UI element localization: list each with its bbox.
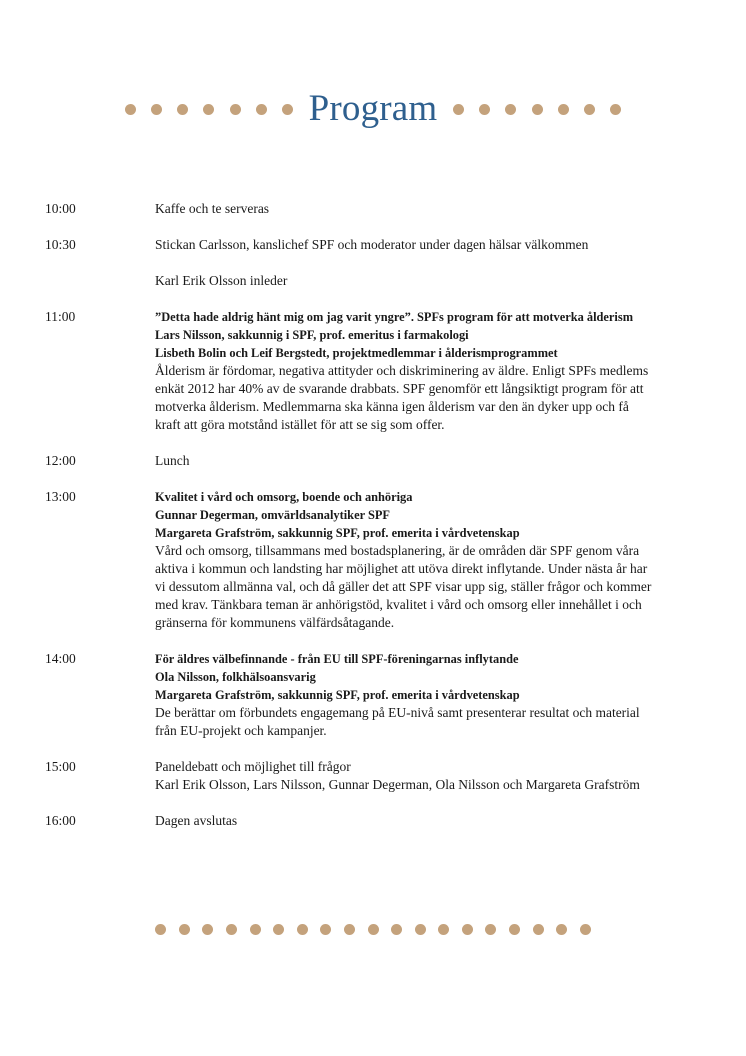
entry-heading-line: Lisbeth Bolin och Leif Bergstedt, projektmedlemmar i ålderismprogrammet	[155, 346, 558, 360]
schedule-entry	[45, 488, 710, 632]
entry-time: 16:00	[45, 813, 76, 828]
entry-content	[155, 758, 710, 794]
left-dot-ornament	[117, 104, 300, 115]
entry-content	[155, 200, 710, 218]
dot-ornament	[179, 924, 190, 935]
dot-ornament	[282, 104, 293, 115]
entry-text-line: Lunch	[155, 453, 190, 468]
entry-text-line: kraft att göra motstånd istället för att se sig som offer.	[155, 417, 445, 432]
dot-ornament	[125, 104, 136, 115]
dot-ornament	[320, 924, 331, 935]
entry-heading-line: Ola Nilsson, folkhälsoansvarig	[155, 670, 316, 684]
dot-ornament	[462, 924, 473, 935]
schedule-entry	[45, 236, 710, 254]
entry-text-line: Dagen avslutas	[155, 813, 238, 828]
entry-content	[155, 812, 710, 830]
dot-ornament	[415, 924, 426, 935]
entry-content	[155, 452, 710, 470]
entry-time: 15:00	[45, 759, 76, 774]
entry-time: 11:00	[45, 309, 76, 324]
entry-content	[155, 650, 710, 740]
entry-text-line: enkät 2012 har 40% av de svarande drabbats. SPF genomför ett långsiktigt program för att	[155, 381, 644, 396]
schedule-entry	[45, 272, 710, 290]
entry-text-line: från EU-projekt och kampanjer.	[155, 723, 327, 738]
entry-text-line: aktiva i kommun och landsting har möjlighet att utöva direkt inflytande. Under nästa år har	[155, 561, 648, 576]
dot-ornament	[509, 924, 520, 935]
dot-ornament	[202, 924, 213, 935]
dot-ornament	[250, 924, 261, 935]
right-dot-ornament	[445, 104, 628, 115]
schedule-list	[45, 200, 710, 848]
dot-ornament	[368, 924, 379, 935]
title-row	[0, 84, 746, 134]
entry-text-line: Karl Erik Olsson inleder	[155, 273, 288, 288]
entry-text-line: Vård och omsorg, tillsammans med bostadsplanering, är de områden där SPF genom våra	[155, 543, 640, 558]
dot-ornament	[558, 104, 569, 115]
dot-ornament	[580, 924, 591, 935]
entry-content	[155, 236, 710, 254]
entry-text-line: med krav. Tänkbara teman är anhörigstöd, kvalitet i vård och omsorg eller innehållet i och	[155, 597, 642, 612]
schedule-entry	[45, 452, 710, 470]
entry-content	[155, 488, 710, 632]
entry-time: 14:00	[45, 651, 76, 666]
dot-ornament	[297, 924, 308, 935]
entry-heading-line: Margareta Grafström, sakkunnig SPF, prof. emerita i vårdvetenskap	[155, 688, 520, 702]
entry-heading-line: Margareta Grafström, sakkunnig SPF, prof. emerita i vårdvetenskap	[155, 526, 520, 540]
schedule-entry	[45, 200, 710, 218]
dot-ornament	[505, 104, 516, 115]
dot-ornament	[438, 924, 449, 935]
entry-heading-line: För äldres välbefinnande - från EU till SPF-föreningarnas inflytande	[155, 652, 519, 666]
entry-time: 10:00	[45, 201, 76, 216]
dot-ornament	[230, 104, 241, 115]
schedule-entry	[45, 650, 710, 740]
entry-text-line: vi dessutom allmänna val, och då gäller det att SPF visar upp sig, ställer frågor och kommer	[155, 579, 652, 594]
schedule-entry	[45, 758, 710, 794]
entry-text-line: Ålderism är fördomar, negativa attityder och diskriminering av äldre. Enligt SPFs medlems	[155, 363, 649, 378]
dot-ornament	[533, 924, 544, 935]
dot-ornament	[273, 924, 284, 935]
dot-ornament	[155, 924, 166, 935]
dot-ornament	[453, 104, 464, 115]
entry-text-line: Stickan Carlsson, kanslichef SPF och moderator under dagen hälsar välkommen	[155, 237, 589, 252]
entry-content	[155, 272, 710, 290]
entry-time: 10:30	[45, 237, 76, 252]
entry-text-line: De berättar om förbundets engagemang på EU-nivå samt presenterar resultat och material	[155, 705, 640, 720]
entry-time: 12:00	[45, 453, 76, 468]
entry-text-line: Karl Erik Olsson, Lars Nilsson, Gunnar Degerman, Ola Nilsson och Margareta Grafström	[155, 777, 640, 792]
schedule-entry	[45, 812, 710, 830]
entry-heading-line: ”Detta hade aldrig hänt mig om jag varit yngre”. SPFs program för att motverka ålderism	[155, 310, 634, 324]
entry-heading-line: Gunnar Degerman, omvärldsanalytiker SPF	[155, 508, 390, 522]
dot-ornament	[151, 104, 162, 115]
entry-text-line: gränserna för kommunens välfärdsåtagande.	[155, 615, 395, 630]
dot-ornament	[177, 104, 188, 115]
entry-text-line: Kaffe och te serveras	[155, 201, 270, 216]
entry-time: 13:00	[45, 489, 76, 504]
dot-ornament	[391, 924, 402, 935]
dot-ornament	[610, 104, 621, 115]
dot-ornament	[556, 924, 567, 935]
dot-ornament	[584, 104, 595, 115]
dot-ornament	[226, 924, 237, 935]
entry-heading-line: Lars Nilsson, sakkunnig i SPF, prof. emeritus i farmakologi	[155, 328, 469, 342]
entry-content	[155, 308, 710, 434]
dot-ornament	[203, 104, 214, 115]
entry-heading-line: Kvalitet i vård och omsorg, boende och anhöriga	[155, 490, 413, 504]
page-title: Program	[308, 88, 438, 129]
entry-text-line: motverka ålderism. Medlemmarna ska känna igen ålderism var den än dyker upp och få	[155, 399, 629, 414]
entry-text-line: Paneldebatt och möjlighet till frågor	[155, 759, 351, 774]
bottom-dot-ornament	[0, 924, 746, 935]
dot-ornament	[479, 104, 490, 115]
dot-ornament	[532, 104, 543, 115]
schedule-entry	[45, 308, 710, 434]
dot-ornament	[256, 104, 267, 115]
dot-ornament	[344, 924, 355, 935]
dot-ornament	[485, 924, 496, 935]
